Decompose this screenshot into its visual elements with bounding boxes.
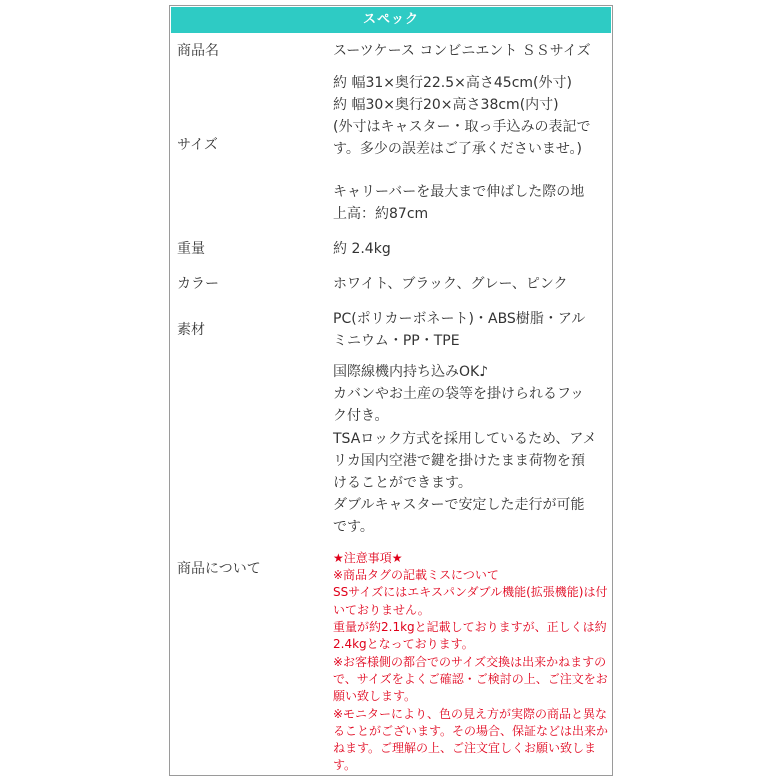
notice-line: ねます。ご理解の上、ご注文宜しくお願い致しま (333, 741, 597, 755)
value-about-line: ダブルキャスターで安定した走行が可能 (333, 497, 585, 513)
value-about-line: カバンやお土産の袋等を掛けられるフッ (333, 386, 585, 402)
value-size-line: す。多少の誤差はご了承くださいませ。) (333, 141, 582, 157)
label-size: サイズ (177, 137, 218, 153)
value-about-line: ク付き。 (333, 408, 389, 424)
value-about-line: 国際線機内持ち込みOK♪ (333, 364, 489, 380)
label-color: カラー (177, 276, 219, 292)
notice-line: ることがございます。その場合、保証などは出来か (333, 724, 609, 738)
value-material-line: PC(ポリカーボネート)・ABS樹脂・アル (333, 311, 586, 327)
value-size-line: 約 幅30×奥行20×高さ38cm(内寸) (333, 97, 559, 113)
notice-line: SSサイズにはエキスパンダブル機能(拡張機能)は付 (333, 585, 608, 599)
notice-line: ※商品タグの記載ミスについて (333, 568, 499, 582)
label-product-name: 商品名 (177, 43, 219, 59)
value-size-line: キャリーバーを最大まで伸ばした際の地 (333, 184, 585, 200)
value-weight: 約 2.4kg (333, 241, 391, 257)
value-about-line: けることができます。 (333, 475, 472, 491)
notice-line: 願い致します。 (333, 689, 417, 703)
label-material: 素材 (177, 322, 205, 338)
value-about-line: リカ国内空港で鍵を掛けたまま荷物を預 (333, 453, 585, 469)
notice-line: 重量が約2.1kgと記載しておりますが、正しくは約 (333, 620, 607, 634)
spec-header: スペック (171, 7, 611, 33)
value-size-line: 約 幅31×奥行22.5×高さ45cm(外寸) (333, 75, 572, 91)
label-about-product: 商品について (177, 561, 261, 577)
value-product-name: スーツケース コンビニエント ＳＳサイズ (333, 43, 591, 59)
value-material-line: ミニウム・PP・TPE (333, 333, 460, 349)
spec-table (169, 5, 613, 776)
label-weight: 重量 (177, 241, 205, 257)
notice-line: いておりません。 (333, 603, 430, 617)
notice-title: ★注意事項★ (333, 551, 403, 565)
value-about-line: TSAロック方式を採用しているため、アメ (333, 431, 597, 447)
notice-line: ※お客様側の都合でのサイズ交換は出来かねますの (333, 655, 607, 669)
notice-line: す。 (333, 758, 357, 772)
value-size-line: 上高：約87cm (333, 206, 429, 222)
value-about-line: です。 (333, 519, 374, 535)
value-color: ホワイト、ブラック、グレー、ピンク (333, 276, 568, 292)
notice-line: 2.4kgとなっております。 (333, 637, 474, 651)
notice-line: ※モニターにより、色の見え方が実際の商品と異な (333, 707, 608, 721)
value-size-line: (外寸はキャスター・取っ手込みの表記で (333, 119, 591, 135)
notice-line: で、サイズをよくご確認・ご検討の上、ご注文をお (333, 672, 608, 686)
